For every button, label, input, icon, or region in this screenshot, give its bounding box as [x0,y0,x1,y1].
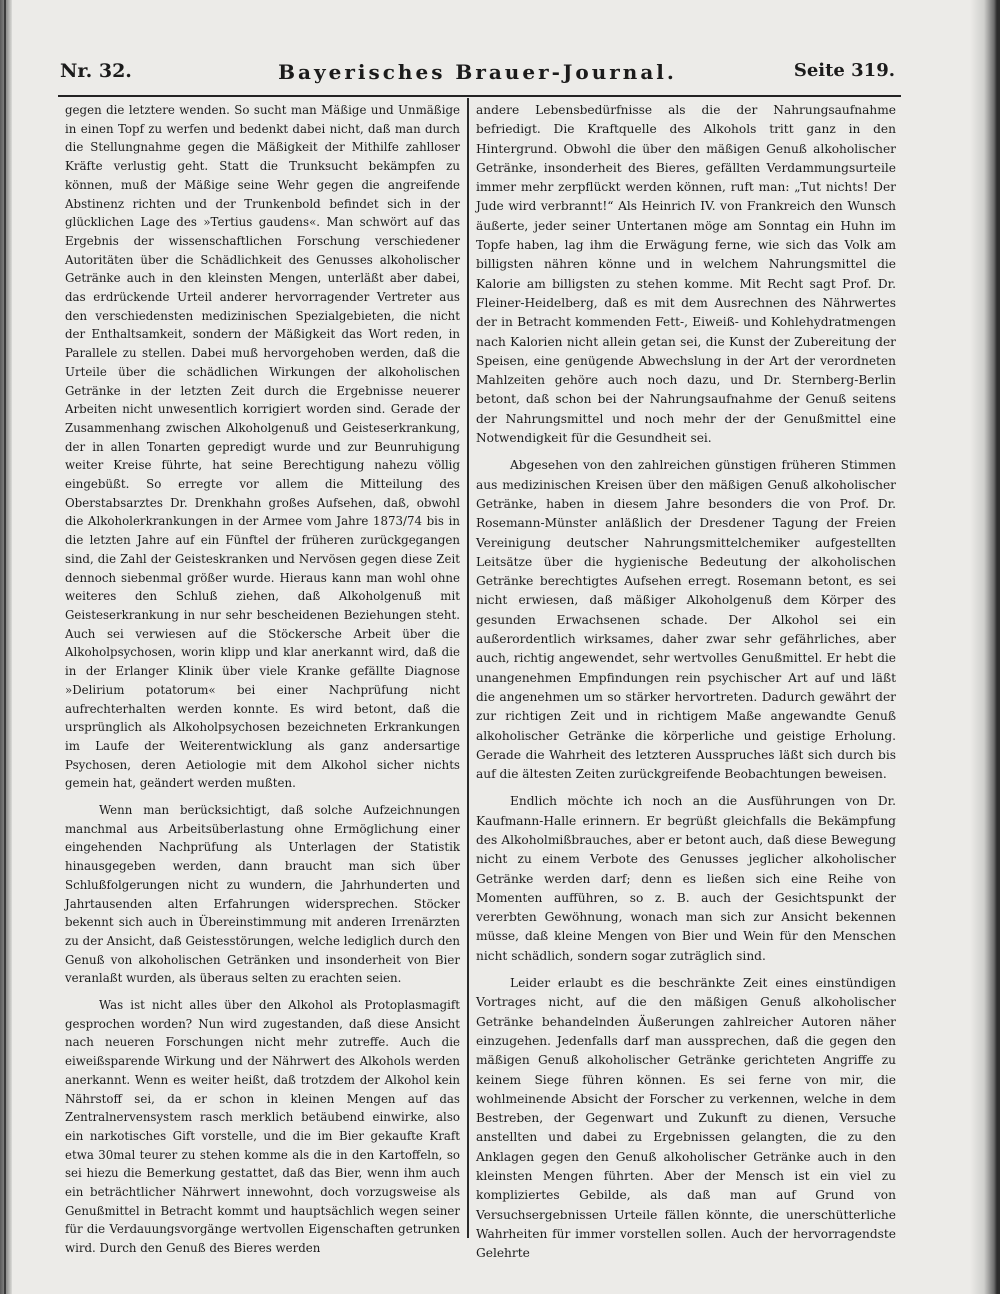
right-column [476,101,896,1264]
header-rule [58,95,901,97]
paragraph: Was ist nicht alles über den Alkohol als Protoplasmagift gesprochen worden? Nun wird zugestanden, daß diese Ansicht nach neueren Forschungen nicht mehr zutreffe. Auch die eiweißsparende Wirkung und der Nährwert des Alkohols werden anerkannt. Wenn es weiter heißt, daß trotzdem der Alkohol kein Nährstoff sei, da er schon in kleinen Mengen auf das Zentralnervensystem rasch merklich betäubend einwirke, also ein narkotisches Gift vorstelle, und die im Bier gekaufte Kraft etwa 30mal teurer zu stehen komme als die in den Kartoffeln, so sei hiezu die Bemerkung gestattet, daß das Bier, wenn ihm auch ein beträchtlicher Nährwert innewohnt, doch vorzugsweise als Genußmittel in Betracht kommt und hauptsächlich wegen seiner für die Verdauungsvorgänge wertvollen Eigenschaften getrunken wird. Durch den Genuß des Bieres werden [65,998,460,1256]
journal-title: Bayerisches Brauer-Journal. [278,60,677,84]
issue-number: Nr. 32. [60,60,132,82]
paragraph: Leider erlaubt es die beschränkte Zeit eines einstündigen Vortrages nicht, auf die den mäßigen Genuß alkoholischer Getränke behandelnden Äußerungen zahlreicher Autoren näher einzugehen. Jedenfalls darf man aussprechen, daß die gegen den mäßigen Genuß alkoholischer Getränke gerichteten Angriffe zu keinem Siege führen können. Es sei ferne von mir, die wohlmeinende Absicht der Forscher zu verkennen, welche in dem Bestreben, der Gegenwart und Zukunft zu dienen, Versuche anstellten und dabei zu Ergebnissen gelangten, die zu den Anklagen gegen den Genuß alkoholischer Getränke auch in den kleinsten Mengen führten. Aber der Mensch ist ein viel zu kompliziertes Gebilde, als daß man auf Grund von Versuchsergebnissen Urteile fällen könnte, die unerschütterliche Wahrheiten für immer vorstellen sollen. Auch der hervorragendste Gelehrte [476,976,896,1261]
page-header [60,60,895,94]
paragraph: Wenn man berücksichtigt, daß solche Aufzeichnungen manchmal aus Arbeitsüberlastung ohne Ermöglichung einer eingehenden Nachprüfung als Unterlagen der Statistik hinausgegeben werden, dann braucht man sich über Schlußfolgerungen nicht zu wundern, die Jahrhunderten und Jahrtausenden alten Erfahrungen widersprechen. Stöcker bekennt sich auch in Übereinstimmung mit anderen Irrenärzten zu der Ansicht, daß Geistesstörungen, welche lediglich durch den Genuß von alkoholischen Getränken und insonderheit von Bier veranlaßt wurden, als überaus selten zu erachten seien. [65,803,460,986]
scan-right-edge [970,0,1000,1294]
left-column [65,101,460,1258]
paragraph: gegen die letztere wenden. So sucht man Mäßige und Unmäßige in einen Topf zu werfen und bedenkt dabei nicht, daß man durch die Stellungnahme gegen die Mäßigkeit der Mithilfe zahlloser Kräfte verlustig geht. Statt die Trunksucht bekämpfen zu können, muß der Mäßige seine Wehr gegen die angreifende Abstinenz richten und der Trunkenbold befindet sich in der glücklichen Lage des »Tertius gaudens«. Man schwört auf das Ergebnis der wissenschaftlichen Forschung verschiedener Autoritäten über die Schädlichkeit des Genusses alkoholischer Getränke auch in den kleinsten Mengen, unterläßt aber dabei, das erdrückende Urteil anderer hervorragender Vertreter aus den verschiedensten medizinischen Spezialgebieten, die nicht der Enthaltsamkeit, sondern der Mäßigkeit das Wort reden, in Parallele zu stellen. Dabei muß hervorgehoben werden, daß die Urteile über die schädlichen Wirkungen der alkoholischen Getränke in der letzten Zeit durch die Ergebnisse neuerer Arbeiten nicht unwesentlich korrigiert worden sind. Gerade der Zusammenhang zwischen Alkoholgenuß und Geisteserkrankung, der in allen Tonarten gepredigt wurde und zur Beunruhigung weiter Kreise führte, hat seine Berechtigung nahezu völlig eingebüßt. So erregte vor allem die Mitteilung des Oberstabsarztes Dr. Drenkhahn großes Aufsehen, daß, obwohl die Alkoholerkrankungen in der Armee vom Jahre 1873/74 bis in die letzten Jahre auf ein Fünftel der früheren zurückgegangen sind, die Zahl der Geisteskranken und Nervösen gegen diese Zeit dennoch siebenmal größer wurde. Hieraus kann man wohl ohne weiteres den Schluß ziehen, daß Alkoholgenuß mit Geisteserkrankung in nur sehr bescheidenen Beziehungen steht. Auch sei verwiesen auf die Stöckersche Arbeit über die Alkoholpsychosen, worin klipp und klar anerkannt wird, daß die in der Erlanger Klinik über viele Kranke gefällte Diagnose »Delirium potatorum« bei einer Nachprüfung nicht aufrechterhalten werden konnte. Es wird betont, daß die ursprünglich als Alkoholpsychosen bezeichneten Erkrankungen im Laufe der Weiterentwicklung als ganz andersartige Psychosen, deren Aetiologie mit dem Alkohol sicher nichts gemein hat, geändert werden mußten. [65,103,460,791]
paragraph: andere Lebensbedürfnisse als die der Nahrungsaufnahme befriedigt. Die Kraftquelle des Alkohols tritt ganz in den Hintergrund. Obwohl die über den mäßigen Genuß alkoholischer Getränke, insonderheit des Bieres, gefällten Verdammungsurteile immer mehr zerpflückt werden können, ruft man: „Tut nichts! Der Jude wird verbrannt!“ Als Heinrich IV. von Frankreich den Wunsch äußerte, jeder seiner Untertanen möge am Sonntag ein Huhn im Topfe haben, lag ihm die Erwägung ferne, wie sich das Volk am billigsten nähren könne und in welchem Nahrungsmittel die Kalorie am billigsten zu stehen komme. Mit Recht sagt Prof. Dr. Fleiner-Heidelberg, daß es mit dem Ausrechnen des Nährwertes der in Betracht kommenden Fett-, Eiweiß- und Kohlehydratmengen nach Kalorien nicht allein getan sei, die Kunst der Zubereitung der Speisen, eine genügende Abwechslung in der Art der verordneten Mahlzeiten gehöre auch noch dazu, und Dr. Sternberg-Berlin betont, daß schon bei der Nahrungsaufnahme der Genuß seitens der Nahrungsmittel und noch mehr der der Genußmittel eine Notwendigkeit für die Gesundheit sei. [476,103,896,446]
column-divider [467,98,469,1238]
paragraph: Endlich möchte ich noch an die Ausführungen von Dr. Kaufmann-Halle erinnern. Er begrüßt gleichfalls die Bekämpfung des Alkoholmißbrauches, aber er betont auch, daß diese Bewegung nicht zu einem Verbote des Genusses jeglicher alkoholischer Getränke werden darf; denn es ließen sich eine Reihe von Momenten aufführen, so z. B. auch der Gesichtspunkt der vererbten Gewöhnung, wonach man sich zur Ansicht bekennen müsse, daß kleine Mengen von Bier und Wein für den Menschen nicht schädlich, sondern sogar zuträglich sind. [476,794,896,963]
scan-left-edge [0,0,12,1294]
page-number: Seite 319. [793,60,895,81]
paragraph: Abgesehen von den zahlreichen günstigen früheren Stimmen aus medizinischen Kreisen über den mäßigen Genuß alkoholischer Getränke, haben in diesem Jahre besonders die von Prof. Dr. Rosemann-Münster anläßlich der Dresdener Tagung der Freien Vereinigung deutscher Nahrungsmittelchemiker aufgestellten Leitsätze über die hygienische Bedeutung der alkoholischen Getränke berechtigtes Aufsehen erregt. Rosemann betont, es sei nicht erwiesen, daß mäßiger Alkoholgenuß dem Körper des gesunden Erwachsenen schade. Der Alkohol sei ein außerordentlich wirksames, daher zwar sehr gefährliches, aber auch, richtig angewendet, sehr wertvolles Genußmittel. Er hebt die unangenehmen Empfindungen rein psychischer Art auf und läßt die angenehmen um so stärker hervortreten. Dadurch gewährt der zur richtigen Zeit und in richtigem Maße angewandte Genuß alkoholischer Getränke die körperliche und geistige Erholung. Gerade die Wahrheit des letzteren Ausspruches läßt sich durch bis auf die ältesten Zeiten zurückgreifende Beobachtungen beweisen. [476,458,896,782]
